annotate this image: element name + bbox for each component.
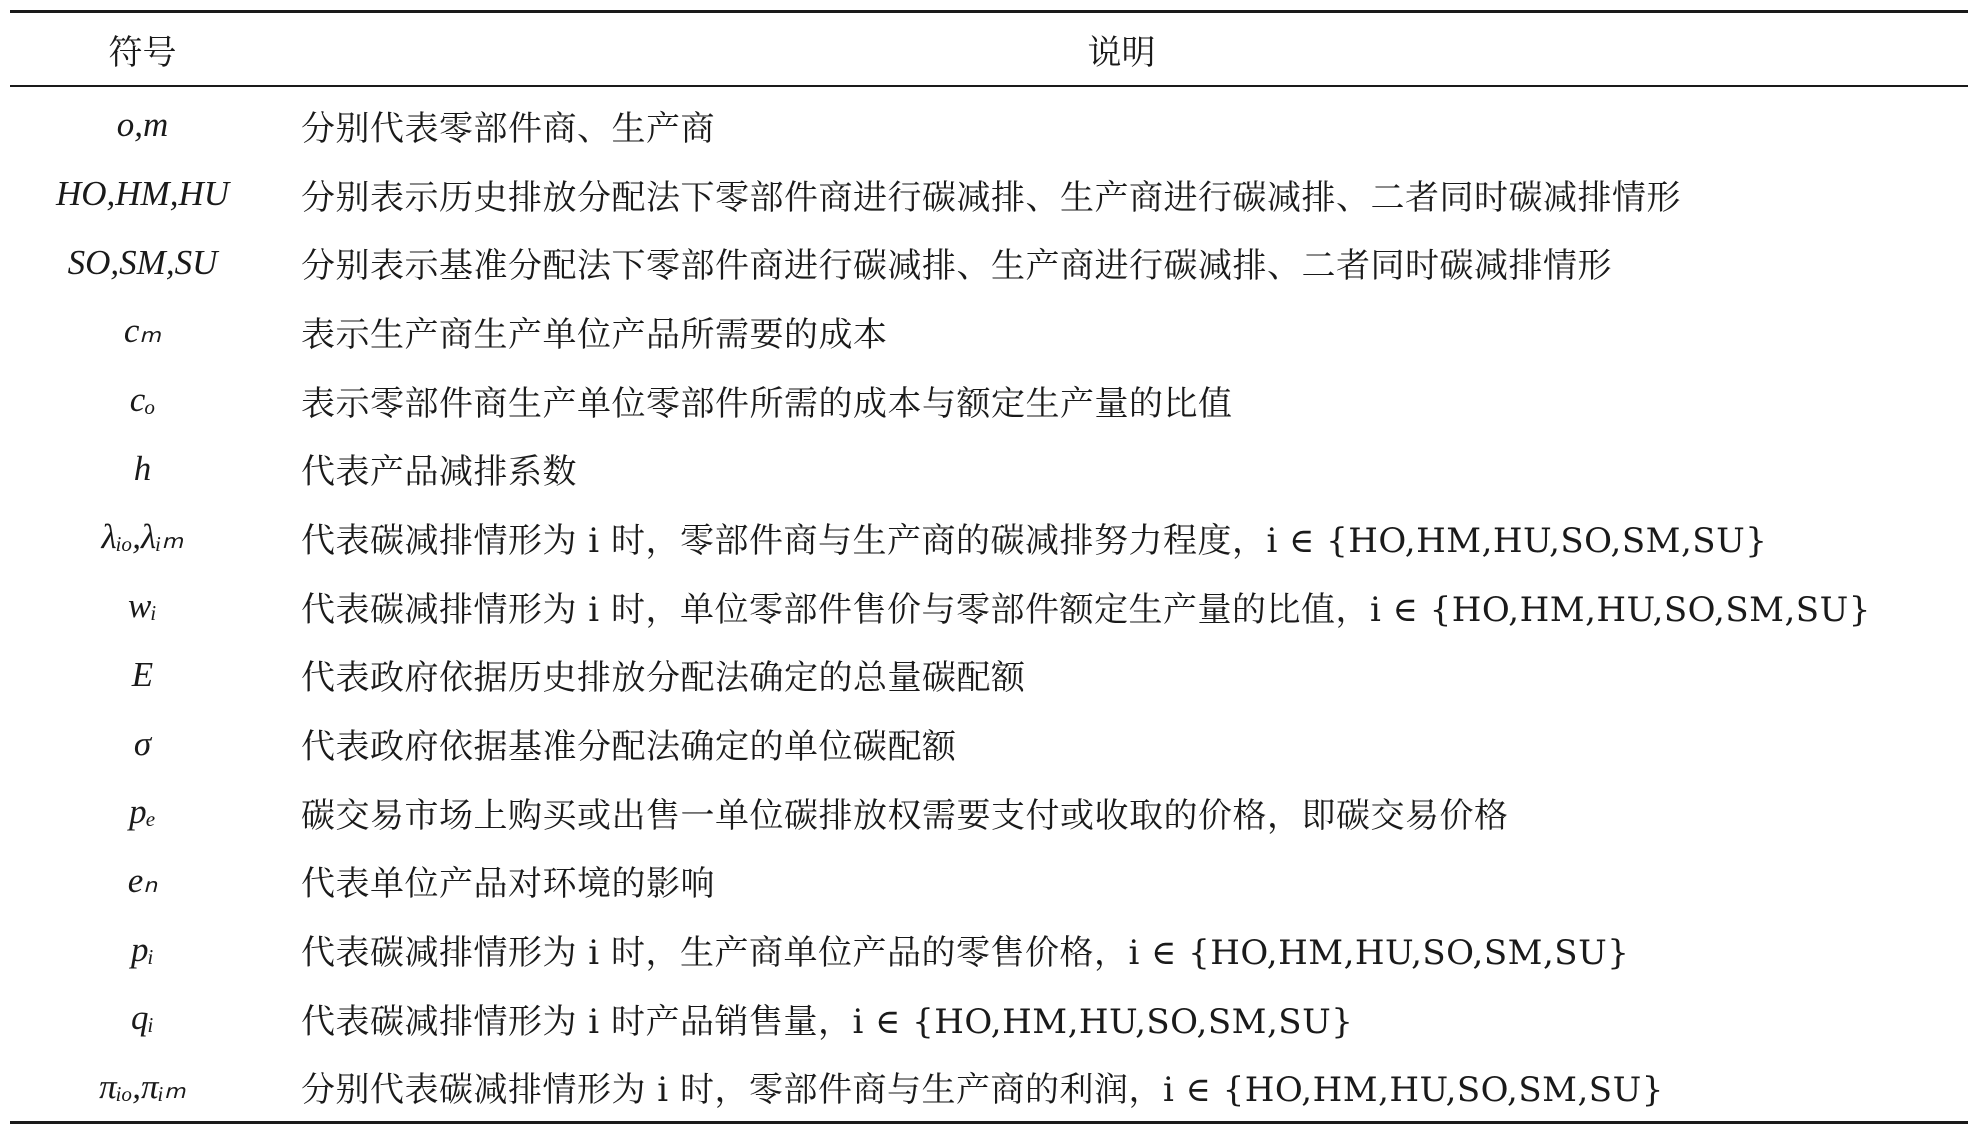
row-symbol: h — [133, 448, 152, 488]
table — [10, 13, 1968, 85]
row-description: 代表政府依据历史排放分配法确定的总量碳配额 — [301, 658, 1026, 699]
table-row — [10, 366, 1968, 435]
table-row — [10, 709, 1968, 778]
row-symbol: λᵢₒ,λᵢₘ — [101, 517, 184, 557]
row-symbol: SO,SM,SU — [67, 242, 218, 282]
row-symbol: cₘ — [123, 311, 162, 351]
table-row — [10, 297, 1968, 366]
row-description: 代表碳减排情形为 i 时，单位零部件售价与零部件额定生产量的比值，i ∈ {HO,HM,HU,SO,SM,SU} — [301, 589, 1871, 630]
row-symbol: eₙ — [127, 860, 158, 900]
row-description: 表示零部件商生产单位零部件所需的成本与额定生产量的比值 — [301, 383, 1233, 424]
table-row — [10, 91, 1968, 160]
row-symbol: o,m — [116, 105, 169, 145]
row-symbol: σ — [133, 723, 152, 763]
row-symbol: qᵢ — [130, 998, 155, 1038]
table-row — [10, 847, 1968, 916]
table-row — [10, 915, 1968, 984]
table-row — [10, 984, 1968, 1053]
bottom-rule — [10, 1121, 1968, 1124]
row-symbol: pₑ — [129, 792, 156, 832]
row-symbol: wᵢ — [128, 586, 157, 626]
table-row — [10, 641, 1968, 710]
row-description: 代表单位产品对环境的影响 — [301, 864, 715, 905]
header-description: 说明 — [1087, 32, 1156, 73]
row-symbol: πᵢₒ,πᵢₘ — [99, 1066, 186, 1106]
table-row — [10, 778, 1968, 847]
row-description: 代表碳减排情形为 i 时产品销售量，i ∈ {HO,HM,HU,SO,SM,SU} — [301, 1001, 1354, 1042]
row-symbol: HO,HM,HU — [55, 174, 230, 214]
header-symbol: 符号 — [108, 32, 177, 73]
row-description: 分别代表碳减排情形为 i 时，零部件商与生产商的利润，i ∈ {HO,HM,HU,SO,SM,SU} — [301, 1070, 1664, 1111]
row-description: 分别表示基准分配法下零部件商进行碳减排、生产商进行碳减排、二者同时碳减排情形 — [301, 246, 1612, 287]
row-description: 分别代表零部件商、生产商 — [301, 108, 715, 149]
row-symbol: E — [131, 654, 154, 694]
table-row — [10, 572, 1968, 641]
table-row — [10, 160, 1968, 229]
row-description: 碳交易市场上购买或出售一单位碳排放权需要支付或收取的价格，即碳交易价格 — [301, 795, 1509, 836]
table-row — [10, 434, 1968, 503]
row-description: 分别表示历史排放分配法下零部件商进行碳减排、生产商进行碳减排、二者同时碳减排情形 — [301, 177, 1681, 218]
row-description: 代表碳减排情形为 i 时，零部件商与生产商的碳减排努力程度，i ∈ {HO,HM,HU,SO,SM,SU} — [301, 520, 1768, 561]
table-row — [10, 503, 1968, 572]
header-row — [10, 13, 1968, 85]
table-row — [10, 228, 1968, 297]
table-row — [10, 1053, 1968, 1122]
row-description: 代表产品减排系数 — [301, 452, 577, 493]
symbol-table — [10, 10, 1968, 1124]
row-description: 代表政府依据基准分配法确定的单位碳配额 — [301, 727, 957, 768]
row-symbol: cₒ — [129, 380, 156, 420]
table-body — [10, 87, 1968, 1121]
row-description: 表示生产商生产单位产品所需要的成本 — [301, 314, 888, 355]
row-symbol: pᵢ — [130, 929, 155, 969]
row-description: 代表碳减排情形为 i 时，生产商单位产品的零售价格，i ∈ {HO,HM,HU,SO,SM,SU} — [301, 933, 1630, 974]
